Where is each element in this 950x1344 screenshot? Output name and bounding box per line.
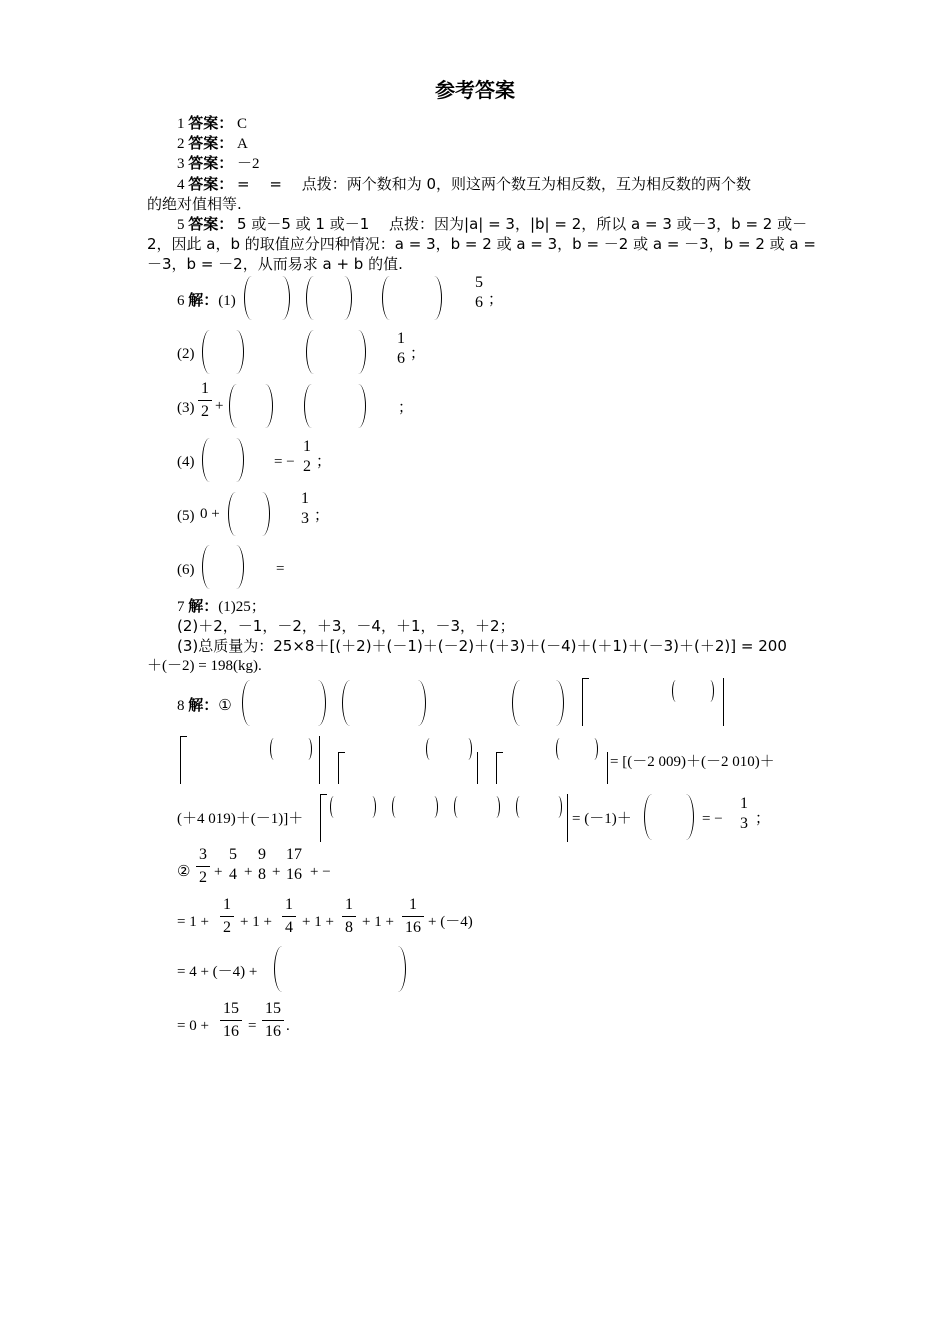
paren <box>304 384 366 428</box>
period: . <box>286 1018 290 1034</box>
paren <box>454 796 500 818</box>
q8-label: 8 解：① <box>177 696 232 714</box>
fraction: 1 6 <box>397 330 405 367</box>
paren <box>382 276 442 320</box>
fraction: 1 16 <box>402 896 424 937</box>
paren <box>242 680 326 726</box>
fraction: 17 16 <box>286 846 302 883</box>
fraction: 5 4 <box>229 846 237 883</box>
plus: + <box>214 864 223 880</box>
q8-row5-start: = 1 + <box>177 914 209 930</box>
paren <box>392 796 438 818</box>
punct: ； <box>316 454 332 470</box>
answer-5: 5 答案： 5 或－5 或 1 或－1 点拨：因为|a| = 3，|b| = 2，所以 a = 3 或－3，b = 2 或－ <box>177 215 808 233</box>
paren <box>672 680 714 702</box>
paren <box>306 276 352 320</box>
paren <box>274 946 406 992</box>
paren <box>512 680 564 726</box>
plus-one: + 1 + <box>240 914 272 930</box>
fraction: 1 2 <box>220 896 234 937</box>
fraction: 1 2 <box>198 380 212 421</box>
answer-4-cont: 的绝对值相等. <box>147 195 242 213</box>
answer-5-cont: 2，因此 a，b 的取值应分四种情况：a = 3，b = 2 或 a = 3，b = －2 或 a = －3，b = 2 或 a = <box>147 235 816 253</box>
plus: + <box>215 398 224 414</box>
q6-part1-label: 6 解：(1) <box>177 291 236 309</box>
answer-4: 4 答案： = = 点拨：两个数和为 0，则这两个数互为相反数，互为相反数的两个数 <box>177 175 752 193</box>
paren <box>330 796 376 818</box>
paren <box>202 545 244 589</box>
fraction: 1 3 <box>740 795 748 832</box>
plus-one: + 1 + <box>302 914 334 930</box>
q6-part3-label: (3) <box>177 400 195 416</box>
zero-plus: 0 + <box>200 506 220 522</box>
fraction: 3 2 <box>196 846 210 887</box>
fraction: 1 4 <box>282 896 296 937</box>
paren <box>342 680 426 726</box>
fraction: 1 3 <box>301 490 309 527</box>
paren <box>202 330 244 374</box>
answer-5-cont2: －3，b = －2，从而易求 a + b 的值. <box>147 255 403 273</box>
plus-one: + 1 + <box>362 914 394 930</box>
paren <box>229 384 273 428</box>
fraction: 15 16 <box>262 1000 284 1041</box>
equals: = − <box>702 811 723 827</box>
circle-2: ② <box>177 864 191 880</box>
q7-part3-cont: ＋(－2) = 198(kg). <box>147 658 262 674</box>
fraction: 1 8 <box>342 896 356 937</box>
paren <box>244 276 290 320</box>
q8-row6-start: = 4 + (－4) + <box>177 964 258 980</box>
paren <box>426 738 472 760</box>
answer-1: 1 答案： C <box>177 114 248 132</box>
fraction: 9 8 <box>258 846 266 883</box>
plus-minus: + − <box>310 864 331 880</box>
punct: ； <box>410 346 426 362</box>
q8-row3-mid: = (－1)＋ <box>572 811 632 827</box>
paren <box>556 738 598 760</box>
q8-row3-start: (＋4 019)＋(－1)]＋ <box>177 811 304 827</box>
q8-row2-text: = [(－2 009)＋(－2 010)＋ <box>610 754 775 770</box>
equals: = <box>248 1018 257 1034</box>
paren <box>306 330 366 374</box>
q6-part6-label: (6) <box>177 562 195 578</box>
equals: = <box>276 561 285 577</box>
punct: ； <box>755 811 771 827</box>
fraction: 1 2 <box>303 438 311 475</box>
q7-part2: (2)＋2，－1，－2，＋3，－4，＋1，－3，＋2； <box>177 617 515 635</box>
plus: + <box>244 864 253 880</box>
q7-part3: (3)总质量为：25×8＋[(＋2)＋(－1)＋(－2)＋(＋3)＋(－4)＋(＋1)＋(－3)＋(＋2)] = 200 <box>177 637 787 655</box>
q8-row5-end: + (－4) <box>428 914 473 930</box>
answer-3: 3 答案： －2 <box>177 154 260 172</box>
equals: = − <box>274 454 295 470</box>
q6-part2-label: (2) <box>177 346 195 362</box>
paren <box>644 794 694 840</box>
q8-row7-start: = 0 + <box>177 1018 209 1034</box>
punct: ； <box>398 400 414 416</box>
paren <box>228 492 270 536</box>
punct: ； <box>314 508 330 524</box>
paren <box>516 796 562 818</box>
q7-part1: 7 解：(1)25； <box>177 597 266 615</box>
page-title: 参考答案 <box>435 78 515 102</box>
answer-2: 2 答案： A <box>177 134 248 152</box>
paren <box>270 738 312 760</box>
q6-part5-label: (5) <box>177 508 195 524</box>
paren <box>202 438 244 482</box>
plus: + <box>272 864 281 880</box>
fraction: 15 16 <box>220 1000 242 1041</box>
q6-part4-label: (4) <box>177 454 195 470</box>
punct: ； <box>488 292 504 308</box>
fraction: 5 6 <box>475 274 483 311</box>
